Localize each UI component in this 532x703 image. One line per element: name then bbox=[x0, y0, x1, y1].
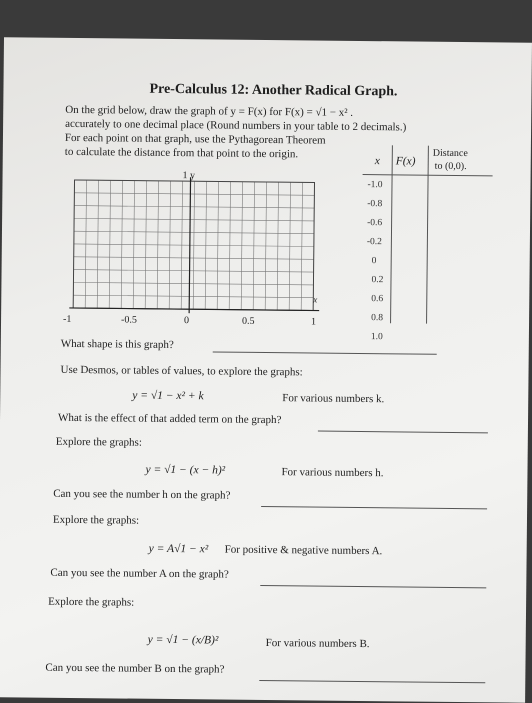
table-x-value: 0.6 bbox=[371, 294, 384, 305]
table-x-value: -0.8 bbox=[367, 199, 383, 210]
table-x-value: 0.8 bbox=[371, 313, 384, 324]
x-tick-neg05: -0.5 bbox=[121, 314, 137, 326]
instruction-line-1: On the grid below, draw the graph of y = F(x) for F(x) = √1 − x² . bbox=[65, 103, 354, 119]
table-x-value: 0 bbox=[371, 256, 377, 267]
explore-heading-1: Explore the graphs: bbox=[55, 435, 142, 449]
question-see-h: Can you see the number h on the graph? bbox=[53, 487, 231, 502]
equation-A: y = A√1 − x² bbox=[148, 542, 209, 556]
answer-line-A[interactable] bbox=[260, 585, 486, 588]
x-axis-label: x bbox=[313, 294, 318, 305]
page-title: Pre-Calculus 12: Another Radical Graph. bbox=[149, 81, 398, 100]
table-header-distance: Distance bbox=[432, 147, 468, 160]
equation-B: y = √1 − (x/B)² bbox=[147, 633, 219, 647]
table-divider-2 bbox=[426, 146, 429, 324]
explore-heading-2: Explore the graphs: bbox=[52, 513, 140, 527]
answer-line-h[interactable] bbox=[261, 506, 487, 509]
graph-grid bbox=[69, 174, 331, 327]
answer-line-B[interactable] bbox=[259, 680, 485, 683]
equation-h: y = √1 − (x − h)² bbox=[145, 463, 226, 477]
question-see-B: Can you see the number B on the graph? bbox=[45, 661, 225, 676]
table-divider-1 bbox=[390, 145, 393, 323]
question-shape: What shape is this graph? bbox=[60, 337, 174, 352]
equation-k: y = √1 − x² + k bbox=[132, 389, 204, 403]
table-header-fx: F(x) bbox=[395, 155, 416, 168]
equation-B-note: For various numbers B. bbox=[265, 637, 370, 651]
table-x-value: 0.2 bbox=[371, 275, 384, 286]
worksheet-page bbox=[0, 37, 532, 702]
x-tick-1: 1 bbox=[310, 316, 317, 328]
equation-A-note: For positive & negative numbers A. bbox=[224, 543, 383, 558]
x-tick-05: 0.5 bbox=[241, 315, 255, 327]
answer-line-effect[interactable] bbox=[318, 431, 488, 434]
table-header-x: x bbox=[374, 155, 380, 168]
equation-k-note: For various numbers k. bbox=[282, 392, 385, 406]
explore-heading-3: Explore the graphs: bbox=[48, 595, 135, 609]
table-x-value: -1.0 bbox=[367, 180, 383, 191]
question-see-A: Can you see the number A on the graph? bbox=[50, 566, 229, 581]
x-tick-neg1: -1 bbox=[63, 313, 72, 325]
instruction-line-3: For each point on that graph, use the Pythagorean Theorem bbox=[64, 131, 326, 147]
y-axis-label: 1 y bbox=[182, 170, 196, 182]
x-tick-0: 0 bbox=[183, 315, 190, 327]
question-effect: What is the effect of that added term on the graph? bbox=[57, 411, 282, 427]
instruction-line-4: to calculate the distance from that point to the origin. bbox=[64, 145, 299, 161]
equation-h-note: For various numbers h. bbox=[281, 466, 384, 480]
instruction-desmos: Use Desmos, or tables of values, to explore the graphs: bbox=[60, 363, 303, 379]
table-x-value: -0.6 bbox=[367, 218, 383, 229]
table-header-distance-sub: to (0,0). bbox=[434, 160, 467, 173]
instruction-line-2: accurately to one decimal place (Round numbers in your table to 2 decimals.) bbox=[65, 117, 407, 134]
table-x-value: 1.0 bbox=[370, 332, 383, 343]
table-x-value: -0.2 bbox=[366, 237, 382, 248]
answer-line-shape[interactable] bbox=[213, 351, 437, 354]
